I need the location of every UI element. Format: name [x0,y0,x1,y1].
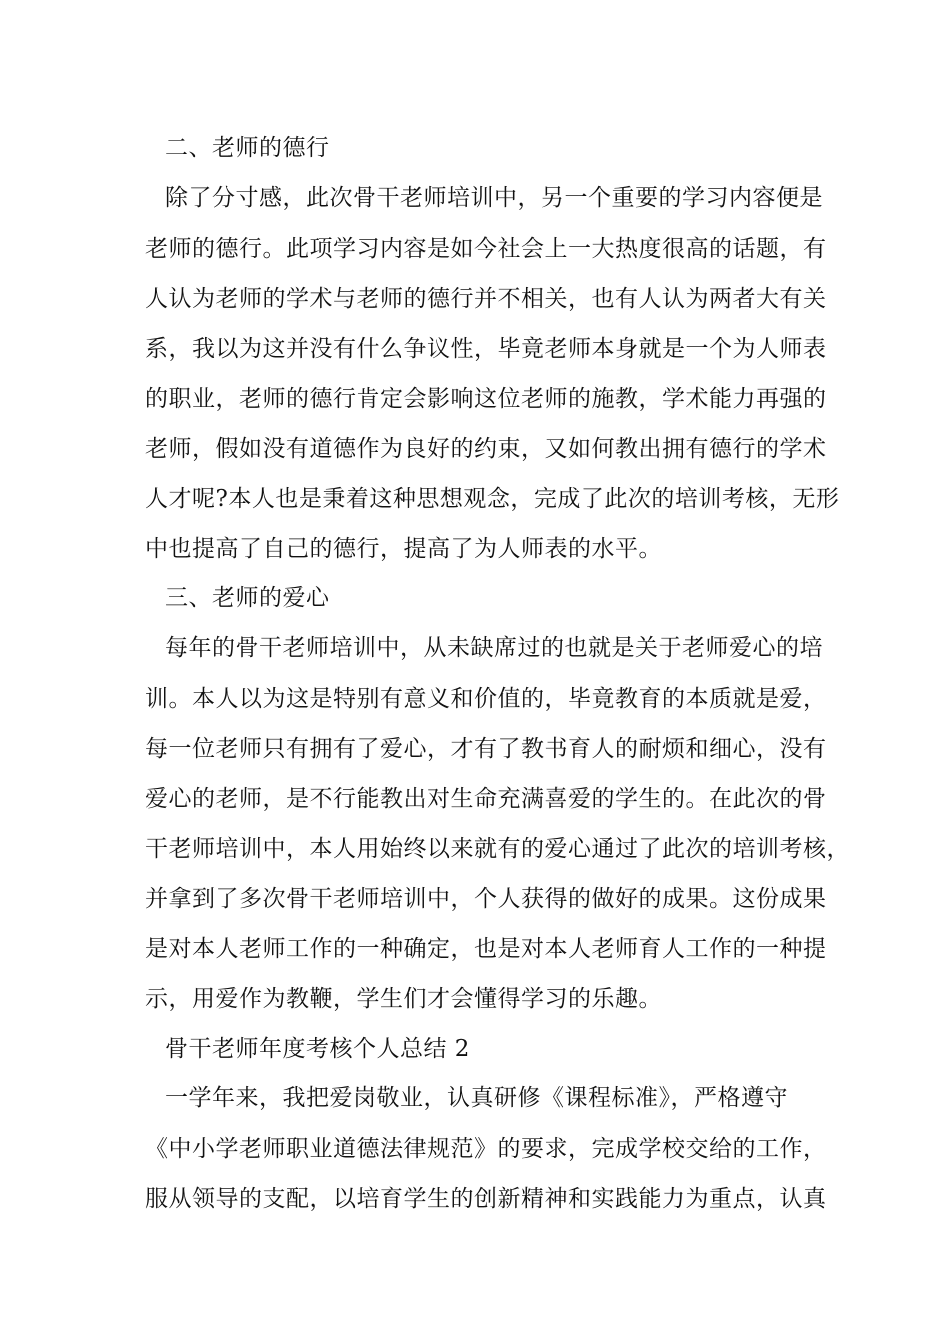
paragraph-line: 系，我以为这并没有什么争议性，毕竟老师本身就是一个为人师表 [145,336,827,362]
paragraph-line: 示，用爱作为教鞭，学生们才会懂得学习的乐趣。 [145,986,662,1012]
paragraph-line: 老师的德行。此项学习内容是如今社会上一大热度很高的话题，有 [145,236,827,262]
paragraph-line: 是对本人老师工作的一种确定，也是对本人老师育人工作的一种提 [145,936,827,962]
paragraph-line: 的职业，老师的德行肯定会影响这位老师的施教，学术能力再强的 [145,386,827,412]
paragraph-line: 每一位老师只有拥有了爱心，才有了教书育人的耐烦和细心，没有 [145,736,827,762]
paragraph-line: 干老师培训中，本人用始终以来就有的爱心通过了此次的培训考核， [145,836,850,862]
paragraph-line: 人认为老师的学术与老师的德行并不相关，也有人认为两者大有关 [145,286,827,312]
paragraph-line: 除了分寸感，此次骨干老师培训中，另一个重要的学习内容便是 [165,185,823,211]
article-title-2: 骨干老师年度考核个人总结 2 [165,1036,470,1062]
paragraph-line: 爱心的老师，是不行能教出对生命充满喜爱的学生的。在此次的骨 [145,786,827,812]
paragraph-line: 老师，假如没有道德作为良好的约束，又如何教出拥有德行的学术 [145,436,827,462]
paragraph-line: 中也提高了自己的德行，提高了为人师表的水平。 [145,536,662,562]
paragraph-line: 并拿到了多次骨干老师培训中，个人获得的做好的成果。这份成果 [145,886,827,912]
paragraph-line: 一学年来，我把爱岗敬业，认真研修《课程标准》，严格遵守 [165,1085,788,1111]
section-heading-2: 二、老师的德行 [165,135,330,161]
paragraph-line: 训。本人以为这是特别有意义和价值的，毕竟教育的本质就是爱， [145,686,827,712]
paragraph-line: 服从领导的支配，以培育学生的创新精神和实践能力为重点，认真 [145,1186,827,1212]
paragraph-line: 《中小学老师职业道德法律规范》的要求，完成学校交给的工作， [145,1136,827,1162]
paragraph-line: 每年的骨干老师培训中，从未缺席过的也就是关于老师爱心的培 [165,635,823,661]
section-heading-3: 三、老师的爱心 [165,585,330,611]
paragraph-line: 人才呢?本人也是秉着这种思想观念，完成了此次的培训考核，无形 [145,486,840,512]
